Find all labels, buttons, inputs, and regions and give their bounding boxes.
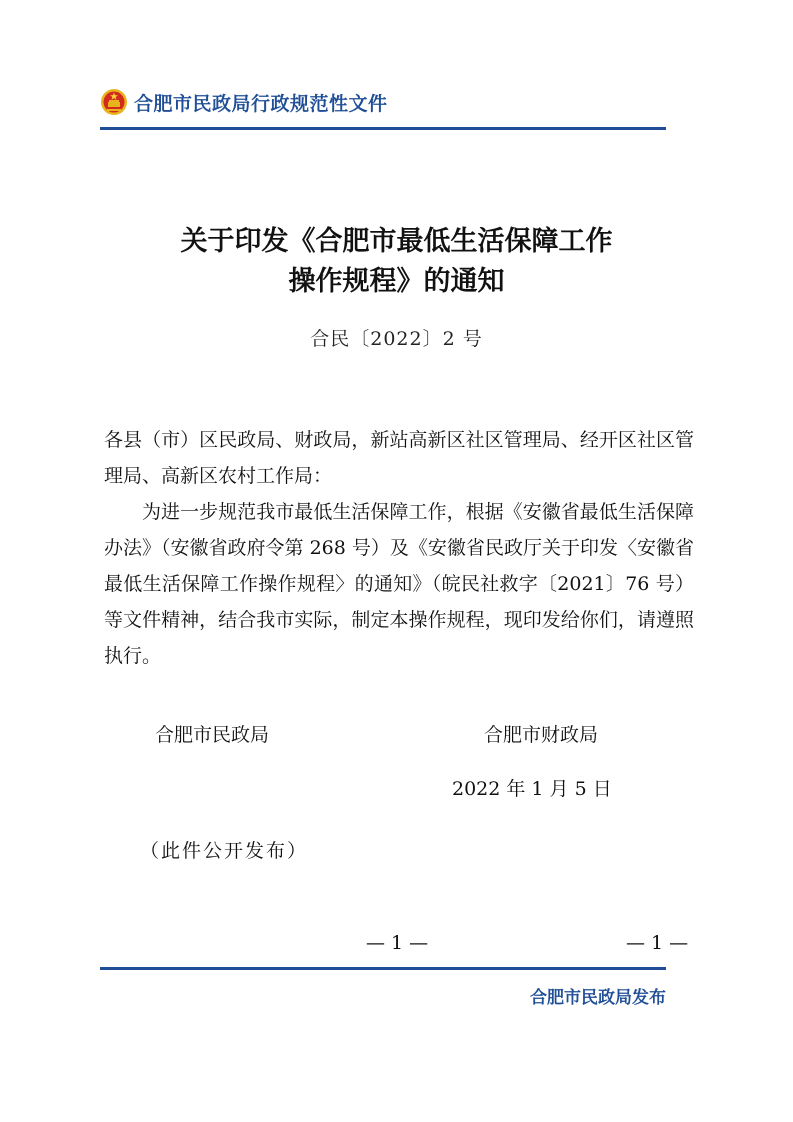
document-body (104, 422, 694, 674)
publisher-label: 合肥市民政局发布 (530, 988, 666, 1008)
public-release-note: （此件公开发布） (140, 840, 309, 862)
issue-date: 2022 年 1 月 5 日 (452, 778, 612, 800)
title-line-1: 关于印发《合肥市最低生活保障工作 (180, 226, 613, 257)
header-title: 合肥市民政局行政规范性文件 (134, 92, 388, 115)
document-number: 合民〔2022〕2 号 (310, 328, 483, 350)
addressee: 各县（市）区民政局、财政局，新站高新区社区管理局、经开区社区管理局、高新区农村工作局： (104, 429, 694, 487)
footer-divider (100, 967, 666, 970)
signatory-civil-affairs: 合肥市民政局 (155, 724, 270, 746)
title-line-2: 操作规程》的通知 (288, 266, 505, 297)
document-header (100, 86, 388, 118)
signatory-finance: 合肥市财政局 (484, 724, 599, 746)
page-number: — 1 — (366, 932, 429, 954)
body-paragraph: 为进一步规范我市最低生活保障工作，根据《安徽省最低生活保障办法》（安徽省政府令第 268 号）及《安徽省民政厅关于印发〈安徽省最低生活保障工作操作规程〉的通知》（皖民社救字〔2021〕76 号）等文件精神，结合我市实际，制定本操作规程，现印发给你们，请遵照执行。 (104, 501, 694, 667)
document-title (0, 222, 793, 302)
national-emblem-icon (100, 88, 128, 116)
header-divider (100, 127, 666, 130)
page-number-right: — 1 — (626, 932, 689, 954)
